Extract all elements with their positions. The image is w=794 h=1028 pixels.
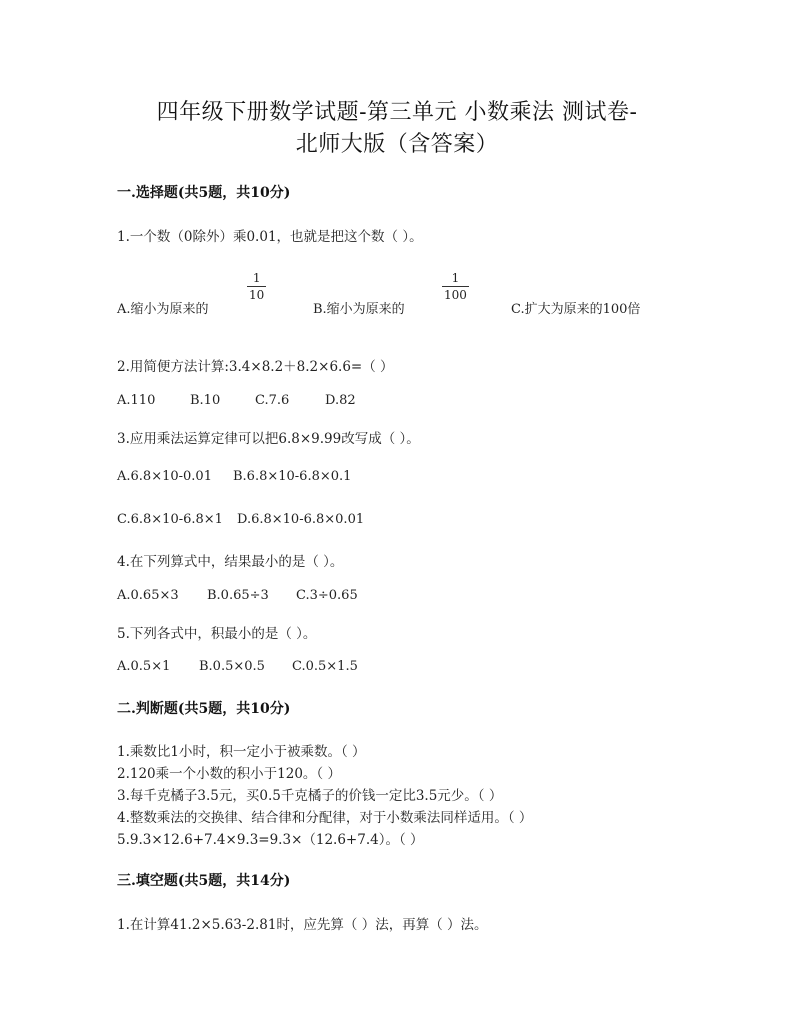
- fraction-denominator: 10: [249, 288, 265, 302]
- question-1-option-c: C.扩大为原来的100倍: [511, 302, 641, 317]
- question-4-option: A.0.65×3: [117, 588, 179, 603]
- section-heading-fill-blank: 三.填空题(共5题，共14分): [117, 873, 291, 889]
- question-1-option-a: A.缩小为原来的: [117, 302, 209, 317]
- question-3-option: B.6.8×10-6.8×0.1: [233, 469, 352, 484]
- question-4-option: C.3÷0.65: [296, 588, 358, 603]
- fraction-numerator: 1: [252, 271, 261, 285]
- question-1-option-b: B.缩小为原来的: [313, 302, 405, 317]
- question-3-option: C.6.8×10-6.8×1: [117, 512, 223, 527]
- question-3-option: D.6.8×10-6.8×0.01: [237, 512, 365, 527]
- question-5-option: B.0.5×0.5: [199, 659, 265, 674]
- question-2-stem: 2.用简便方法计算:3.4×8.2＋8.2×6.6=（ ）: [117, 359, 394, 375]
- question-2-option: C.7.6: [255, 393, 290, 408]
- question-3-option: A.6.8×10-0.01: [117, 469, 212, 484]
- question-2-option: D.82: [325, 393, 356, 408]
- question-3-stem: 3.应用乘法运算定律可以把6.8×9.99改写成（ ）。: [117, 431, 420, 447]
- question-5-stem: 5.下列各式中，积最小的是（ ）。: [117, 626, 317, 642]
- question-2-option: A.110: [117, 393, 156, 408]
- question-4-option: B.0.65÷3: [207, 588, 269, 603]
- question-2-option: B.10: [190, 393, 221, 408]
- judgement-item: 5.9.3×12.6+7.4×9.3=9.3×（12.6+7.4）。（ ）: [117, 832, 424, 848]
- page-title-line1: 四年级下册数学试题-第三单元 小数乘法 测试卷-: [156, 100, 638, 125]
- fraction-denominator: 100: [444, 288, 467, 302]
- question-5-option: C.0.5×1.5: [292, 659, 358, 674]
- judgement-item: 3.每千克橘子3.5元，买0.5千克橘子的价钱一定比3.5元少。（ ）: [117, 788, 503, 804]
- question-5-option: A.0.5×1: [117, 659, 171, 674]
- question-1-stem: 1.一个数（0除外）乘0.01，也就是把这个数（ ）。: [117, 229, 423, 245]
- fraction-bar: [442, 286, 469, 287]
- fraction-numerator: 1: [451, 271, 460, 285]
- section-heading-choice: 一.选择题(共5题，共10分): [117, 185, 291, 201]
- judgement-item: 1.乘数比1小时，积一定小于被乘数。（ ）: [117, 744, 366, 760]
- question-4-stem: 4.在下列算式中，结果最小的是（ ）。: [117, 554, 344, 570]
- fraction-one-hundredth: [442, 271, 469, 302]
- fraction-one-tenth: [247, 271, 266, 302]
- fraction-bar: [247, 286, 266, 287]
- judgement-item: 4.整数乘法的交换律、结合律和分配律，对于小数乘法同样适用。（ ）: [117, 810, 533, 826]
- judgement-item: 2.120乘一个小数的积小于120。（ ）: [117, 766, 341, 782]
- page-title-line2: 北师大版（含答案）: [295, 132, 499, 157]
- fill-blank-question-1: 1.在计算41.2×5.63-2.81时，应先算（ ）法，再算（ ）法。: [117, 917, 488, 933]
- section-heading-judgement: 二.判断题(共5题，共10分): [117, 701, 291, 717]
